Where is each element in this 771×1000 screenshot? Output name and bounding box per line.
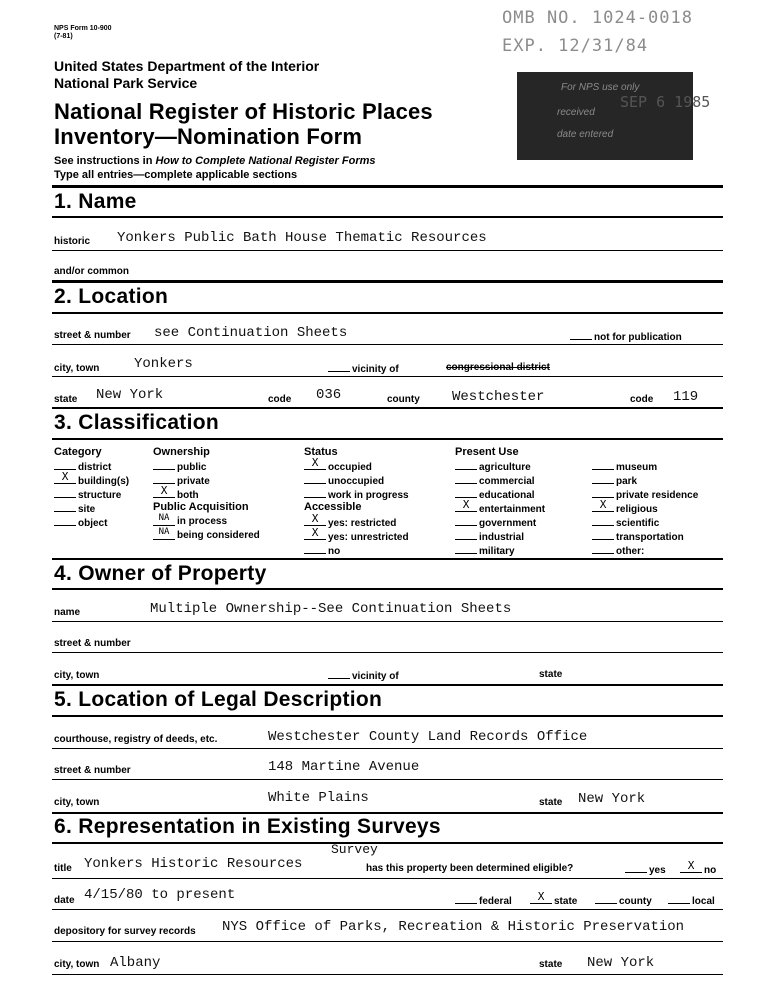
section-divider (52, 812, 723, 814)
status-heading: Status (304, 446, 338, 458)
legal-street-field[interactable]: 148 Martine Avenue (268, 759, 420, 775)
category-heading: Category (54, 446, 102, 458)
section-1-heading: 1. Name (54, 190, 137, 213)
section-divider (52, 715, 723, 717)
section-divider (52, 588, 723, 590)
service-name: National Park Service (54, 75, 198, 91)
use-educational[interactable]: educational (455, 488, 535, 501)
legal-state-field[interactable]: New York (578, 791, 646, 807)
category-object[interactable]: object (54, 516, 107, 529)
status-unoccupied[interactable]: unoccupied (304, 474, 384, 487)
state-code-field[interactable]: 036 (316, 387, 342, 403)
city-town-field[interactable]: Yonkers (134, 356, 193, 372)
county-field[interactable]: Westchester (452, 389, 545, 405)
public-acquisition-heading: Public Acquisition (153, 501, 249, 513)
section-divider (52, 558, 723, 560)
use-private-residence[interactable]: private residence (592, 488, 698, 501)
use-park[interactable]: park (592, 474, 637, 487)
use-commercial[interactable]: commercial (455, 474, 535, 487)
historic-label: historic (54, 236, 91, 247)
use-government[interactable]: government (455, 516, 536, 529)
survey-federal-option[interactable]: federal (455, 894, 512, 907)
accessible-unrestricted[interactable]: X yes: unrestricted (304, 530, 409, 543)
form-title-line2: Inventory—Nomination Form (54, 124, 363, 149)
street-number-field[interactable]: see Continuation Sheets (154, 325, 348, 341)
omb-number: OMB NO. 1024-0018 (502, 8, 693, 28)
use-scientific[interactable]: scientific (592, 516, 659, 529)
state-field[interactable]: New York (96, 387, 164, 403)
eligibility-question: has this property been determined eligible? (366, 863, 574, 874)
field-rule (52, 344, 723, 345)
not-for-publication-option[interactable]: not for publication (570, 330, 682, 343)
owner-city-label: city, town (54, 670, 100, 681)
eligible-yes-option[interactable]: yes (625, 863, 666, 876)
section-divider (52, 281, 723, 283)
stamp-nps-use: For NPS use only (561, 82, 640, 93)
state-label: state (54, 394, 78, 405)
section-divider (52, 216, 723, 218)
ownership-private[interactable]: private (153, 474, 210, 487)
section-2-heading: 2. Location (54, 285, 169, 308)
survey-local-option[interactable]: local (668, 894, 715, 907)
field-rule (52, 748, 723, 749)
use-transportation[interactable]: transportation (592, 530, 684, 543)
acquisition-in-process[interactable]: NA in process (153, 516, 227, 527)
owner-name-field[interactable]: Multiple Ownership--See Continuation Sheets (150, 601, 512, 617)
field-rule (52, 652, 723, 653)
congressional-district-label: congressional district (446, 362, 550, 373)
accessible-restricted[interactable]: X yes: restricted (304, 516, 396, 529)
instructions-line2: Type all entries—complete applicable sections (54, 169, 298, 181)
stamp-received-value: SEP 6 1985 (620, 93, 711, 111)
common-name-label: and/or common (54, 266, 130, 277)
use-industrial[interactable]: industrial (455, 530, 524, 543)
acquisition-being-considered[interactable]: NA being considered (153, 530, 260, 541)
depository-field[interactable]: NYS Office of Parks, Recreation & Historic Preservation (222, 919, 685, 935)
field-rule (52, 779, 723, 780)
survey-county-option[interactable]: county (595, 894, 652, 907)
form-title-line1: National Register of Historic Places (54, 99, 433, 124)
section-5-heading: 5. Location of Legal Description (54, 688, 383, 711)
stamp-date-entered: date entered (557, 129, 614, 140)
department-name: United States Department of the Interior (54, 58, 320, 74)
vicinity-option[interactable]: vicinity of (328, 362, 399, 375)
category-structure[interactable]: structure (54, 488, 121, 501)
depository-city-label: city, town (54, 959, 100, 970)
survey-title-label: title (54, 863, 72, 874)
depository-city-field[interactable]: Albany (110, 955, 161, 971)
owner-name-label: name (54, 607, 81, 618)
city-town-label: city, town (54, 363, 100, 374)
section-divider (52, 407, 723, 409)
section-divider (52, 438, 723, 440)
use-other[interactable]: other: (592, 544, 644, 557)
street-number-label: street & number (54, 330, 131, 341)
field-rule (52, 250, 723, 251)
instructions-line1: See instructions in How to Complete National Register Forms (54, 155, 376, 167)
eligible-no-option[interactable]: X no (680, 863, 716, 876)
courthouse-field[interactable]: Westchester County Land Records Office (268, 729, 588, 745)
category-site[interactable]: site (54, 502, 95, 515)
use-religious[interactable]: X religious (592, 502, 658, 515)
section-divider (52, 185, 723, 188)
legal-state-label: state (539, 797, 563, 808)
historic-name-field[interactable]: Yonkers Public Bath House Thematic Resources (117, 230, 487, 246)
section-divider (52, 312, 723, 314)
use-entertainment[interactable]: X entertainment (455, 502, 545, 515)
form-revision: (7-81) (54, 33, 73, 40)
present-use-heading: Present Use (455, 446, 519, 458)
use-museum[interactable]: museum (592, 460, 657, 473)
depository-state-field[interactable]: New York (587, 955, 655, 971)
use-military[interactable]: military (455, 544, 515, 557)
ownership-both[interactable]: X both (153, 488, 199, 501)
survey-title-field[interactable]: Yonkers Historic Resources (84, 856, 303, 872)
state-code-label: code (268, 394, 292, 405)
county-code-label: code (630, 394, 654, 405)
depository-label: depository for survey records (54, 926, 196, 937)
field-rule (52, 974, 723, 975)
accessible-no[interactable]: no (304, 544, 340, 557)
courthouse-label: courthouse, registry of deeds, etc. (54, 734, 218, 745)
legal-city-field[interactable]: White Plains (268, 790, 369, 806)
stamp-received-label: received (557, 107, 595, 118)
field-rule (52, 621, 723, 622)
section-6-heading: 6. Representation in Existing Surveys (54, 815, 441, 838)
survey-title-continued: Survey (331, 842, 378, 857)
legal-city-label: city, town (54, 797, 100, 808)
county-label: county (387, 394, 420, 405)
omb-expiration: EXP. 12/31/84 (502, 36, 649, 56)
owner-state-label: state (539, 669, 563, 680)
form-number: NPS Form 10-900 (54, 25, 112, 32)
legal-street-label: street & number (54, 765, 131, 776)
use-agriculture[interactable]: agriculture (455, 460, 531, 473)
field-rule (52, 909, 723, 910)
field-rule (52, 376, 723, 377)
section-divider (52, 684, 723, 686)
accessible-heading: Accessible (304, 501, 362, 513)
survey-state-option[interactable]: X state (530, 894, 577, 907)
owner-street-label: street & number (54, 638, 131, 649)
survey-date-label: date (54, 895, 75, 906)
status-work-in-progress[interactable]: work in progress (304, 488, 409, 501)
status-occupied[interactable]: X occupied (304, 460, 372, 473)
county-code-field[interactable]: 119 (673, 389, 699, 405)
category-district[interactable]: district (54, 460, 111, 473)
field-rule (52, 878, 723, 879)
category-buildings[interactable]: X building(s) (54, 474, 129, 487)
ownership-heading: Ownership (153, 446, 210, 458)
section-divider (52, 842, 723, 844)
depository-state-label: state (539, 959, 563, 970)
section-4-heading: 4. Owner of Property (54, 562, 267, 585)
section-3-heading: 3. Classification (54, 411, 219, 434)
field-rule (52, 941, 723, 942)
owner-vicinity-option[interactable]: vicinity of (328, 669, 399, 682)
ownership-public[interactable]: public (153, 460, 206, 473)
survey-date-field[interactable]: 4/15/80 to present (84, 887, 236, 903)
nps-use-only-stamp (517, 72, 693, 160)
